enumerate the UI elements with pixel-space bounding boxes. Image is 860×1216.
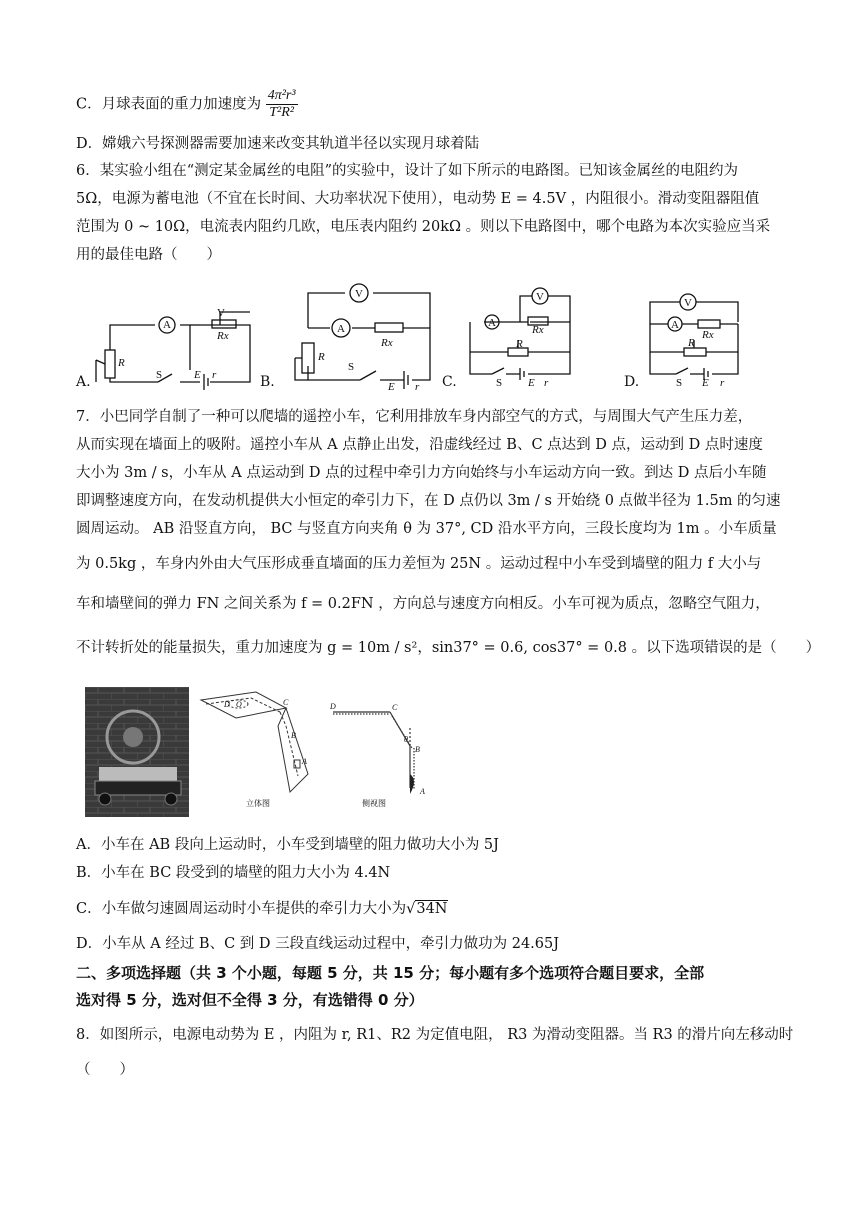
ammeter-label-d: A — [671, 319, 679, 331]
side-angle-theta: θ — [404, 735, 408, 744]
emf-label-c: E — [528, 377, 535, 389]
internal-r-label-a: r — [212, 369, 217, 381]
rx-label-b: Rx — [381, 337, 393, 349]
q7-side-view-diagram — [328, 698, 438, 798]
gravity-fraction: $\frac{\text{4π²r³}}{\text{T²R²}}$ — [267, 88, 296, 120]
3d-point-o: O — [236, 700, 242, 709]
voltmeter-label-a: V — [217, 307, 225, 319]
side-point-a: A — [420, 787, 425, 796]
caption-3d: 立体图 — [246, 799, 270, 808]
q6-option-d[interactable]: D. — [624, 374, 640, 390]
switch-label-c: S — [496, 377, 503, 389]
3d-point-a: A — [302, 757, 307, 766]
ammeter-label-a: A — [163, 319, 171, 331]
r-label-b: R — [318, 351, 325, 363]
q7-stem-line1: 7．小巴同学自制了一种可以爬墙的遥控小车，它利用排放车身内部空气的方式，与周围大气产生压力差， — [76, 409, 753, 425]
q7-stem-line5: 圆周运动。 AB 沿竖直方向， BC 与竖直方向夹角 θ 为 37°, CD 沿水平方向，三段长度均为 1m 。小车质量 — [76, 521, 777, 537]
3d-point-c: C — [283, 698, 289, 707]
q7-option-a[interactable]: A．小车在 AB 段向上运动时，小车受到墙壁的阻力做功大小为 5J — [76, 837, 499, 853]
q6-option-a[interactable]: A. — [76, 374, 91, 390]
section2-title-line2: 选对得 5 分，选对但不全得 3 分，有选错得 0 分） — [76, 991, 424, 1009]
q5-option-c[interactable]: C．月球表面的重力加速度为 $\frac{\text{4π²r³}}{\text{T²R²}}$ — [76, 88, 296, 120]
q6-stem-line3: 范围为 0 ~ 10Ω，电流表内阻约几欧，电压表内阻约 20kΩ 。则以下电路图中，哪个电路为本次实验应当采 — [76, 219, 771, 235]
q7-stem-line4: 即调整速度方向，在发动机提供大小恒定的牵引力下，在 D 点仍以 3m / s 开始绕 0 点做半径为 1.5m 的匀速 — [76, 493, 781, 509]
q6-circuits-figure — [70, 280, 770, 395]
side-point-d: D — [330, 702, 336, 711]
q8-stem-line2: （ ） — [76, 1062, 134, 1078]
emf-label-a: E — [194, 369, 201, 381]
q8-stem-line1: 8．如图所示，电源电动势为 E ，内阻为 r, R1、R2 为定值电阻， R3 为滑动变阻器。当 R3 的滑片向左移动时 — [76, 1027, 794, 1043]
voltmeter-label-d: V — [684, 297, 692, 309]
q7-stem-line7: 车和墙壁间的弹力 FN 之间关系为 f = 0.2FN ，方向总与速度方向相反。小车可视为质点，忽略空气阻力， — [76, 596, 770, 612]
r-label-d: R — [688, 337, 695, 349]
q6-stem-line4: 用的最佳电路（ ） — [76, 247, 221, 263]
switch-label-d: S — [676, 377, 683, 389]
caption-side: 侧视图 — [362, 799, 386, 808]
q7-option-b[interactable]: B．小车在 BC 段受到的墙壁的阻力大小为 4.4N — [76, 865, 391, 881]
3d-point-b: B — [291, 731, 296, 740]
3d-point-d: D — [224, 700, 230, 709]
q7-stem-line8: 不计转折处的能量损失，重力加速度为 g = 10m / s²，sin37° = 0.6, cos37° = 0.8 。以下选项错误的是（ ） — [76, 640, 821, 656]
switch-label-b: S — [348, 361, 355, 373]
ammeter-label-c: A — [488, 317, 496, 329]
ammeter-label-b: A — [337, 323, 345, 335]
q7-option-c[interactable]: C．小车做匀速圆周运动时小车提供的牵引力大小为√34N — [76, 901, 448, 917]
q6-stem-line1: 6．某实验小组在“测定某金属丝的电阻”的实验中，设计了如下所示的电路图。已知该金属丝的电阻约为 — [76, 163, 739, 179]
q6-option-b[interactable]: B. — [260, 374, 275, 390]
car-photo-drawing — [85, 687, 189, 817]
q7-stem-line3: 大小为 3m / s，小车从 A 点运动到 D 点的过程中牵引力方向始终与小车运动方向一致。到达 D 点后小车随 — [76, 465, 767, 481]
side-point-b: B — [415, 745, 420, 754]
car-photo — [85, 687, 189, 817]
q6-stem-line2: 5Ω，电源为蓄电池（不宜在长时间、大功率状况下使用），电动势 E = 4.5V ，内阻很小。滑动变阻器阻值 — [76, 191, 760, 207]
q7-stem-line6: 为 0.5kg ，车身内外由大气压形成垂直墙面的压力差恒为 25N 。运动过程中小车受到墙壁的阻力 f 大小与 — [76, 556, 762, 572]
r-label-a: R — [118, 357, 125, 369]
r-label-c: R — [516, 338, 523, 350]
rx-label-d: Rx — [702, 329, 714, 341]
switch-label-a: S — [156, 369, 163, 381]
q5-option-d[interactable]: D．嫦娥六号探测器需要加速来改变其轨道半径以实现月球着陆 — [76, 136, 480, 152]
side-point-c: C — [392, 703, 398, 712]
internal-r-label-c: r — [544, 377, 549, 389]
circuit-a — [96, 312, 250, 390]
voltmeter-label-c: V — [536, 291, 544, 303]
circuit-c — [470, 288, 570, 380]
voltmeter-label-b: V — [355, 288, 363, 300]
q7-option-d[interactable]: D．小车从 A 经过 B、C 到 D 三段直线运动过程中，牵引力做功为 24.65J — [76, 936, 560, 952]
rx-label-c: Rx — [532, 324, 544, 336]
emf-label-b: E — [388, 381, 395, 393]
q6-option-c[interactable]: C. — [442, 374, 457, 390]
q7-3d-diagram — [196, 690, 318, 815]
rx-label-a: Rx — [217, 330, 229, 342]
emf-label-d: E — [702, 377, 709, 389]
internal-r-label-d: r — [720, 377, 725, 389]
sqrt-value: 34N — [416, 901, 448, 917]
section2-title-line1: 二、多项选择题（共 3 个小题，每题 5 分，共 15 分；每小题有多个选项符合题目要求，全部 — [76, 964, 705, 982]
q7-stem-line2: 从而实现在墙面上的吸附。遥控小车从 A 点静止出发，沿虚线经过 B、C 点达到 D 点，运动到 D 点时速度 — [76, 437, 763, 453]
internal-r-label-b: r — [415, 381, 420, 393]
